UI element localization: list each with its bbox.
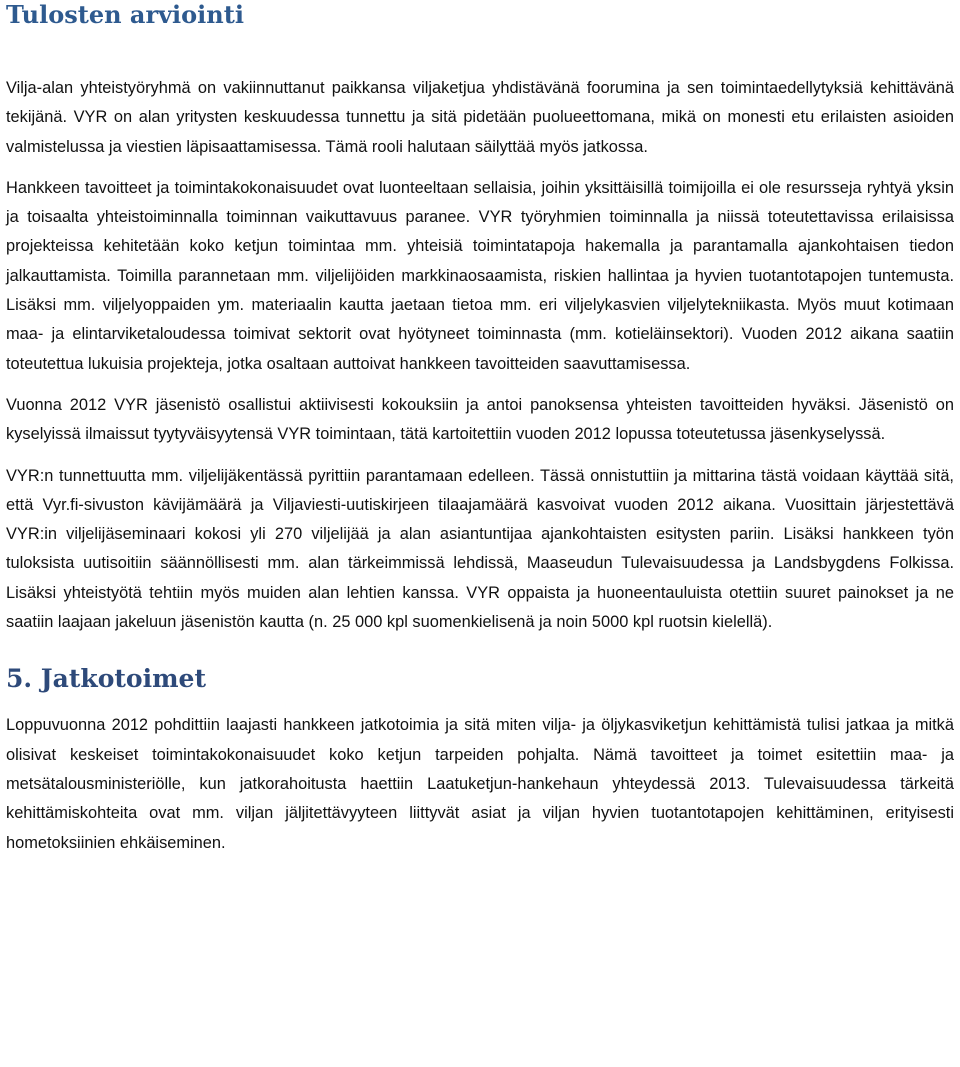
paragraph-goals: Hankkeen tavoitteet ja toimintakokonaisuudet ovat luonteeltaan sellaisia, joihin yksittäisillä toimijoilla ei ole resursseja ryhtyä yksin ja toisaalta yhteistoiminnalla toiminnan vaikuttavuus paranee. VYR työryhmien toiminnalla ja niissä toteutettavissa erilaisissa projekteissa kehitetään koko ketjun toimintaa mm. yhteisiä toimintatapoja hakemalla ja parantamalla ajankohtaisen tiedon jalkauttamista. Toimilla parannetaan mm. viljelijöiden markkinaosaamista, riskien hallintaa ja hyvien tuotantotapojen tuntemusta. Lisäksi mm. viljelyoppaiden ym. materiaalin kautta jaetaan tietoa mm. eri viljelykasvien viljelytekniikasta. Myös muut kotimaan maa- ja elintarviketaloudessa toimivat sektorit ovat hyötyneet toiminnasta (mm. kotieläinsektori). Vuoden 2012 aikana saatiin toteutettua lukuisia projekteja, jotka osaltaan auttoivat hankkeen tavoitteiden saavuttamisessa. bbox=[6, 178, 954, 373]
section-title: Tulosten arviointi bbox=[6, 0, 244, 29]
paragraph-next-steps: Loppuvuonna 2012 pohdittiin laajasti hankkeen jatkotoimia ja sitä miten vilja- ja öljykasviketjun kehittämistä tulisi jatkaa ja mitkä olisivat keskeiset toimintakokonaisuudet koko ketjun tarpeiden pohjalta. Nämä tavoitteet ja toimet esitettiin maa- ja metsätalousministeriölle, kun jatkorahoitusta haettiin Laatuketjun-hankehaun yhteydessä 2013. Tulevaisuudessa tärkeitä kehittämiskohteita ovat mm. viljan jäljitettävyyteen liittyvät asiat ja viljan hyvien tuotantotapojen kehittäminen, erityisesti hometoksiinien ehkäiseminen. bbox=[6, 716, 954, 852]
paragraph-awareness: VYR:n tunnettuutta mm. viljelijäkentässä pyrittiin parantamaan edelleen. Tässä onnistuttiin ja mittarina tästä voidaan käyttää sitä, että Vyr.fi-sivuston kävijämäärä ja Viljaviesti-uutiskirjeen tilaajamäärä kasvoivat vuoden 2012 aikana. Vuosittain järjestettävä VYR:in viljelijäseminaari kokosi yli 270 viljelijää ja alan asiantuntijaa ajankohtaisten esitysten pariin. Lisäksi hankkeen työn tuloksista uutisoitiin säännöllisesti mm. alan tärkeimmissä lehdissä, Maaseudun Tulevaisuudessa ja Landsbygdens Folkissa. Lisäksi yhteistyötä tehtiin myös muiden alan lehtien kanssa. VYR oppaista ja huoneentauluista otettiin suuret painokset ja ne saatiin laajaan jakeluun jäsenistön kautta (n. 25 000 kpl suomenkielisenä ja noin 5000 kpl ruotsin kielellä). bbox=[6, 466, 954, 632]
paragraph-membership: Vuonna 2012 VYR jäsenistö osallistui aktiivisesti kokouksiin ja antoi panoksensa yhteisten tavoitteiden hyväksi. Jäsenistö on kyselyissä ilmaissut tyytyväisyytensä VYR toimintaan, tätä kartoitettiin vuoden 2012 lopussa toteutetussa jäsenkyselyssä. bbox=[6, 395, 954, 444]
heading-next-steps: 5. Jatkotoimet bbox=[6, 664, 206, 694]
paragraph-intro: Vilja-alan yhteistyöryhmä on vakiinnuttanut paikkansa viljaketjua yhdistävänä foorumina ja sen toimintaedellytyksiä kehittävänä tekijänä. VYR on alan yritysten keskuudessa tunnettu ja sitä pidetään puolueettomana, mikä on monesti etu erilaisten asioiden valmistelussa ja viestien läpisaattamisessa. Tämä rooli halutaan säilyttää myös jatkossa. bbox=[6, 79, 954, 156]
